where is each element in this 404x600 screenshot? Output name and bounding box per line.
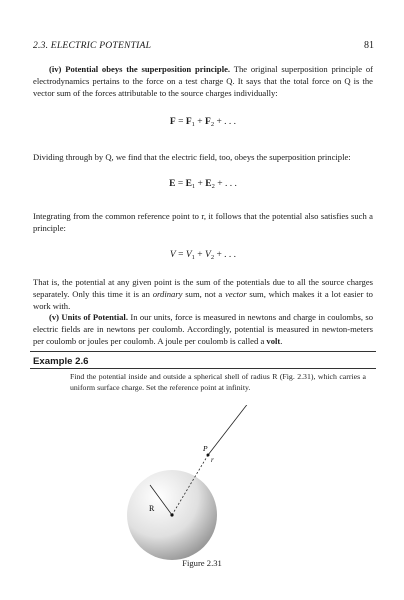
superposition-text: The original superposition principle of electrodynamics pertains to the force on a test charge Q. It says that the total force on Q is the vector sum of the forces attributable to the source charges individually: — [33, 64, 373, 98]
equation-field: $E = E_1 + E_2$ + . . . — [169, 179, 237, 190]
potential-paragraph: Integrating from the common reference point to r, it follows that the potential also satisfies such a principle: — [33, 211, 373, 233]
position-line — [208, 405, 266, 455]
example-title: Example 2.6 — [33, 356, 89, 367]
units-paragraph: (v) Units of Potential. In our units, force is measured in newtons and charge in coulombs, so electric fields are in newtons per coulomb. Accordingly, potential is measured in newton-meters per coulomb or joules per coulomb. A joule per coulomb is called a volt. — [33, 312, 373, 346]
example-top-rule — [30, 351, 376, 352]
figure-caption: Figure 2.31 — [182, 558, 222, 568]
equation-potential: $V = V_1 + V_2$ + . . . — [169, 250, 237, 261]
center-point — [170, 513, 173, 516]
label-r: r — [211, 456, 214, 464]
label-r-radius: R — [149, 504, 155, 513]
spherical-shell-figure — [100, 405, 320, 570]
page-number: 81 — [364, 40, 374, 51]
field-paragraph: Dividing through by Q, we find that the electric field, too, obeys the superposition principle: — [33, 152, 351, 162]
summary-paragraph: That is, the potential at any given point is the sum of the potentials due to all the source charges separately. Only this time it is an ordinary sum, not a vector sum, which makes it a lot easier to work with. — [33, 277, 373, 311]
label-p: P — [203, 444, 208, 453]
superposition-paragraph — [33, 63, 373, 99]
example-title-rule — [30, 368, 376, 369]
point-p — [207, 454, 210, 457]
running-header — [33, 40, 374, 54]
units-heading: (v) Units of Potential. — [49, 312, 128, 322]
example-text: Find the potential inside and outside a spherical shell of radius R (Fig. 2.31), which carries a uniform surface charge. Set the reference point at infinity. — [70, 372, 366, 392]
equation-force: $F = F_1 + F_2$ + . . . — [169, 117, 237, 128]
section-title: 2.3. ELECTRIC POTENTIAL — [33, 40, 152, 51]
superposition-heading: (iv) Potential obeys the superposition principle. — [49, 64, 231, 74]
